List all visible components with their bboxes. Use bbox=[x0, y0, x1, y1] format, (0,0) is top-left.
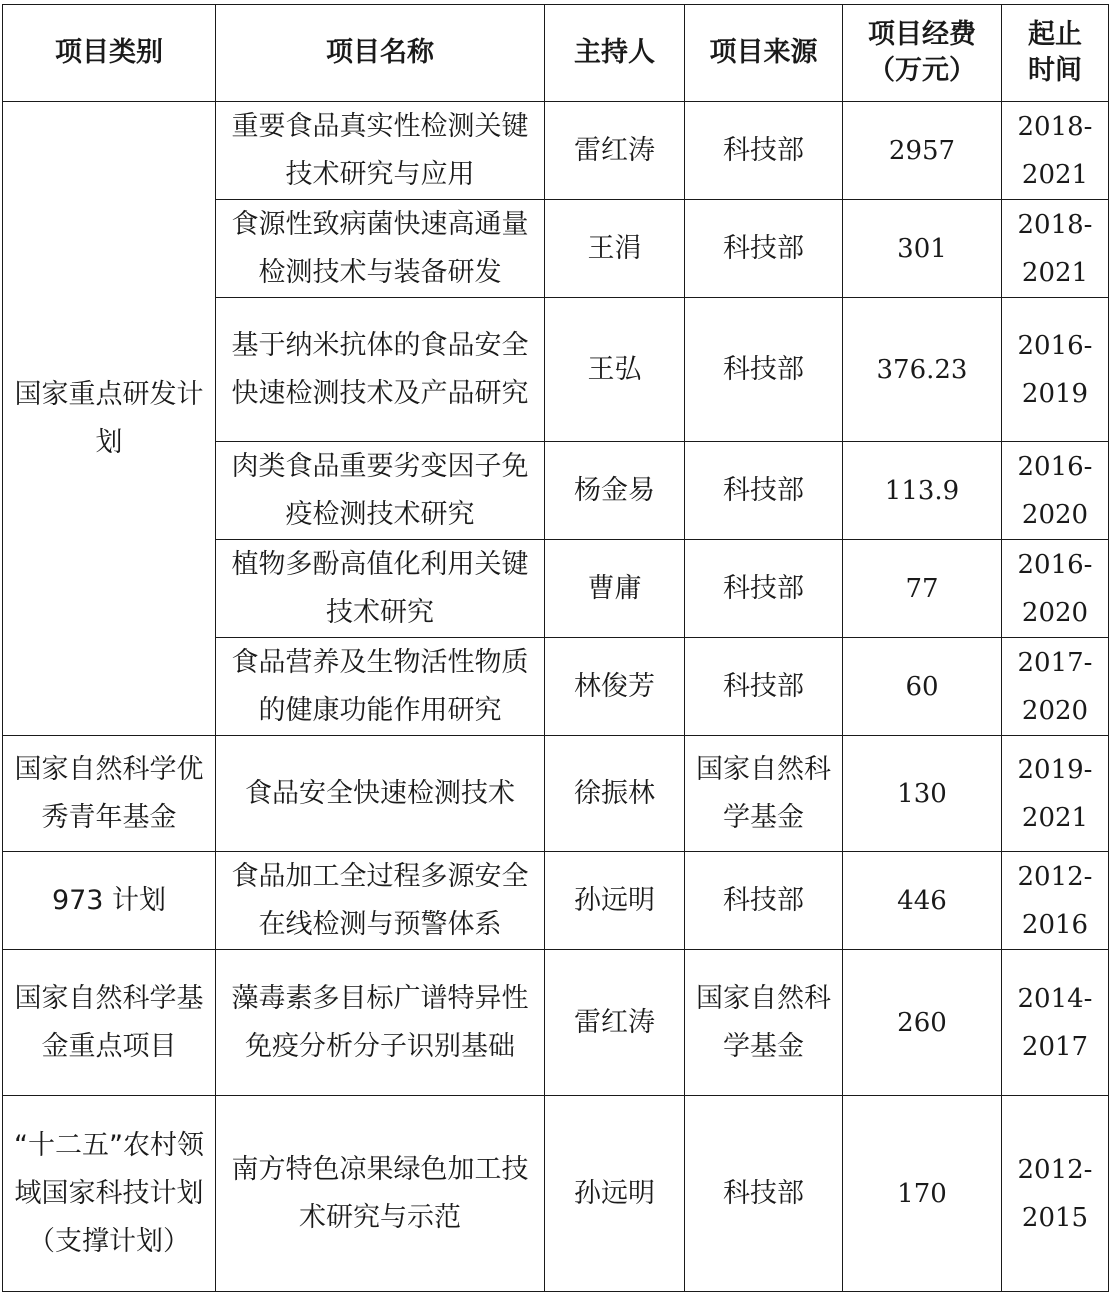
period-end: 2021 bbox=[1021, 257, 1089, 288]
source-cell: 科技部 bbox=[685, 298, 843, 442]
period-start: 2016- bbox=[1017, 330, 1093, 361]
period-start: 2012- bbox=[1017, 861, 1093, 892]
source-cell: 科技部 bbox=[685, 1096, 843, 1292]
source-cell: 科技部 bbox=[685, 852, 843, 950]
header-funding bbox=[843, 5, 1002, 102]
table-row bbox=[3, 736, 1109, 852]
table-row bbox=[3, 852, 1109, 950]
period-cell bbox=[1002, 1096, 1109, 1292]
category-cell: 国家自然科学基金重点项目 bbox=[3, 950, 216, 1096]
leader-cell: 孙远明 bbox=[545, 852, 685, 950]
header-source: 项目来源 bbox=[685, 5, 843, 102]
period-end: 2020 bbox=[1021, 499, 1089, 530]
period-cell bbox=[1002, 950, 1109, 1096]
period-cell bbox=[1002, 638, 1109, 736]
leader-cell: 林俊芳 bbox=[545, 638, 685, 736]
period-end: 2015 bbox=[1021, 1202, 1089, 1233]
project-name-cell: 食品营养及生物活性物质的健康功能作用研究 bbox=[216, 638, 545, 736]
leader-cell: 雷红涛 bbox=[545, 950, 685, 1096]
source-cell: 国家自然科学基金 bbox=[685, 736, 843, 852]
leader-cell: 王弘 bbox=[545, 298, 685, 442]
header-funding-line1: 项目经费 bbox=[868, 19, 976, 50]
source-cell: 科技部 bbox=[685, 638, 843, 736]
project-name-cell: 重要食品真实性检测关键技术研究与应用 bbox=[216, 102, 545, 200]
header-project-name: 项目名称 bbox=[216, 5, 545, 102]
period-start: 2018- bbox=[1017, 111, 1093, 142]
header-row bbox=[3, 5, 1109, 102]
period-cell bbox=[1002, 298, 1109, 442]
project-name-cell: 食品安全快速检测技术 bbox=[216, 736, 545, 852]
category-cell: “十二五”农村领域国家科技计划（支撑计划） bbox=[3, 1096, 216, 1292]
funding-cell: 301 bbox=[843, 200, 1002, 298]
period-start: 2017- bbox=[1017, 647, 1093, 678]
project-name-cell: 植物多酚高值化利用关键技术研究 bbox=[216, 540, 545, 638]
period-end: 2017 bbox=[1021, 1031, 1089, 1062]
funding-cell: 113.9 bbox=[843, 442, 1002, 540]
table-row bbox=[3, 950, 1109, 1096]
leader-cell: 王涓 bbox=[545, 200, 685, 298]
leader-cell: 雷红涛 bbox=[545, 102, 685, 200]
project-name-cell: 南方特色凉果绿色加工技术研究与示范 bbox=[216, 1096, 545, 1292]
period-start: 2016- bbox=[1017, 549, 1093, 580]
period-cell bbox=[1002, 736, 1109, 852]
funding-cell: 260 bbox=[843, 950, 1002, 1096]
period-cell bbox=[1002, 102, 1109, 200]
category-cell: 国家重点研发计划 bbox=[3, 102, 216, 736]
period-end: 2021 bbox=[1021, 802, 1089, 833]
period-start: 2012- bbox=[1017, 1154, 1093, 1185]
period-cell bbox=[1002, 200, 1109, 298]
table-row bbox=[3, 102, 1109, 200]
header-category: 项目类别 bbox=[3, 5, 216, 102]
category-cell: 973 计划 bbox=[3, 852, 216, 950]
leader-cell: 曹庸 bbox=[545, 540, 685, 638]
period-start: 2019- bbox=[1017, 754, 1093, 785]
funding-cell: 130 bbox=[843, 736, 1002, 852]
project-name-cell: 肉类食品重要劣变因子免疫检测技术研究 bbox=[216, 442, 545, 540]
period-end: 2020 bbox=[1021, 597, 1089, 628]
period-cell bbox=[1002, 852, 1109, 950]
project-name-cell: 食品加工全过程多源安全在线检测与预警体系 bbox=[216, 852, 545, 950]
period-start: 2016- bbox=[1017, 451, 1093, 482]
project-name-cell: 藻毒素多目标广谱特异性免疫分析分子识别基础 bbox=[216, 950, 545, 1096]
funding-cell: 376.23 bbox=[843, 298, 1002, 442]
period-cell bbox=[1002, 442, 1109, 540]
funding-cell: 60 bbox=[843, 638, 1002, 736]
period-start: 2014- bbox=[1017, 983, 1093, 1014]
header-leader: 主持人 bbox=[545, 5, 685, 102]
header-funding-line2: （万元） bbox=[868, 55, 976, 86]
source-cell: 科技部 bbox=[685, 200, 843, 298]
leader-cell: 孙远明 bbox=[545, 1096, 685, 1292]
header-period-line2: 时间 bbox=[1028, 55, 1082, 86]
project-name-cell: 基于纳米抗体的食品安全快速检测技术及产品研究 bbox=[216, 298, 545, 442]
table-row bbox=[3, 1096, 1109, 1292]
project-name-cell: 食源性致病菌快速高通量检测技术与装备研发 bbox=[216, 200, 545, 298]
period-end: 2019 bbox=[1021, 378, 1089, 409]
source-cell: 科技部 bbox=[685, 442, 843, 540]
source-cell: 国家自然科学基金 bbox=[685, 950, 843, 1096]
grant-projects-table bbox=[2, 4, 1109, 1292]
leader-cell: 杨金易 bbox=[545, 442, 685, 540]
funding-cell: 77 bbox=[843, 540, 1002, 638]
period-cell bbox=[1002, 540, 1109, 638]
funding-cell: 446 bbox=[843, 852, 1002, 950]
category-cell: 国家自然科学优秀青年基金 bbox=[3, 736, 216, 852]
funding-cell: 2957 bbox=[843, 102, 1002, 200]
source-cell: 科技部 bbox=[685, 102, 843, 200]
source-cell: 科技部 bbox=[685, 540, 843, 638]
leader-cell: 徐振林 bbox=[545, 736, 685, 852]
period-end: 2016 bbox=[1021, 909, 1089, 940]
period-end: 2021 bbox=[1021, 159, 1089, 190]
header-period bbox=[1002, 5, 1109, 102]
period-start: 2018- bbox=[1017, 209, 1093, 240]
period-end: 2020 bbox=[1021, 695, 1089, 726]
funding-cell: 170 bbox=[843, 1096, 1002, 1292]
header-period-line1: 起止 bbox=[1028, 19, 1082, 50]
